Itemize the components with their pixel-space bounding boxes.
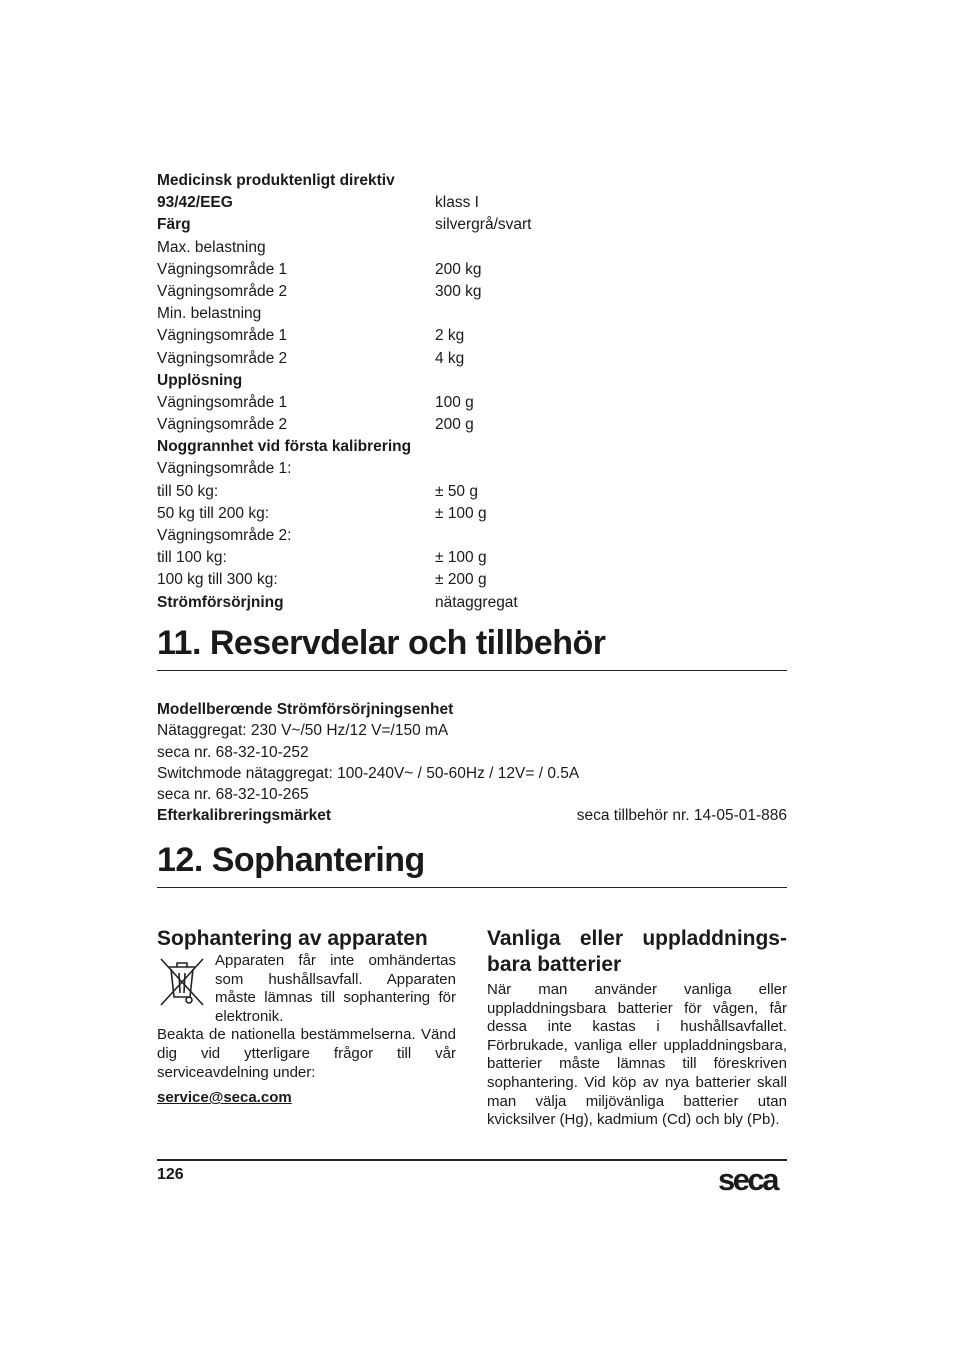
spec-value: 100 g [435,393,474,411]
spec-label: Vägningsområde 1 [157,393,288,411]
spec-value: ± 200 g [435,571,487,589]
spec-label: Noggrannhet vid första kalibrering [157,438,412,456]
power-supply-part-2: seca nr. 68-32-10-265 [157,786,309,804]
spec-value: 200 kg [435,260,482,278]
spec-row [157,458,797,480]
spec-row [157,237,797,259]
spec-label: Vägningsområde 2 [157,416,288,434]
spec-value: nätaggregat [435,593,518,611]
section-12-rule [157,887,787,888]
spec-value: ± 100 g [435,504,487,522]
spec-row [157,192,797,214]
spec-value: 4 kg [435,349,465,367]
crossed-bin-icon [157,955,207,1009]
spec-row [157,348,797,370]
spec-table [157,170,797,614]
spec-value: ± 100 g [435,549,487,567]
spec-row [157,325,797,347]
spec-value: silvergrå/svart [435,216,532,234]
spec-label: Färg [157,216,191,234]
spec-row [157,170,797,192]
power-supply-spec-2: Switchmode nätaggregat: 100-240V~ / 50-60Hz / 12V= / 0.5A [157,764,580,782]
spec-row [157,592,797,614]
spec-label: Vägningsområde 2 [157,282,288,300]
spec-label: Vägningsområde 2 [157,349,288,367]
spec-row [157,281,797,303]
spec-row [157,392,797,414]
spec-row [157,303,797,325]
spec-row [157,525,797,547]
service-email-link[interactable]: service@seca.com [157,1089,292,1107]
spec-label: 93/42/EEG [157,194,233,212]
spec-label: Max. belastning [157,238,266,256]
seca-logo: seca [718,1162,777,1197]
spec-value: klass I [435,194,479,212]
spec-row [157,259,797,281]
calibration-mark-value: seca tillbehör nr. 14-05-01-886 [576,807,787,825]
page-number: 126 [157,1166,184,1183]
device-disposal-text: Apparaten får inte omhändertas som hushållsavfall. Apparaten måste lämnas till sophantering för elektronik. [215,952,456,1025]
spec-value: 300 kg [435,282,482,300]
spec-label: Vägningsområde 1 [157,260,288,278]
power-supply-spec-1: Nätaggregat: 230 V~/50 Hz/12 V=/150 mA [157,722,449,740]
battery-disposal-column [487,926,787,1130]
power-supply-part-1: seca nr. 68-32-10-252 [157,743,309,761]
spare-parts-block [157,699,787,827]
spec-row [157,436,797,458]
spec-label: 100 kg till 300 kg: [157,571,278,589]
battery-disposal-text: När man använder vanliga eller uppladdningsbara batterier för vågen, får dessa inte kastas i hushållsavfallet. Förbrukade, vanliga eller uppladdningsbara, batterier måste lämnas till föreskriven sophantering. Vid köp av nya batterier skall man välja miljövänliga batterier utan kvicksilver (Hg), kadmium (Cd) och bly (Pb). [487,981,787,1129]
device-disposal-column [157,926,456,1108]
spec-row [157,414,797,436]
spec-label: Vägningsområde 1 [157,327,288,345]
spec-row [157,370,797,392]
spec-label: 50 kg till 200 kg: [157,504,270,522]
section-12-title: 12. Sophantering [157,841,425,879]
spec-label: till 50 kg: [157,482,219,500]
spec-row [157,503,797,525]
battery-disposal-heading: Vanliga eller uppladdningsbara batterier [487,927,787,976]
section-11-rule [157,670,787,671]
spec-row [157,547,797,569]
calibration-mark-row [157,805,787,826]
spec-label: Strömförsörjning [157,593,284,611]
power-supply-heading: Modellberœnde Strömförsörjningsenhet [157,701,454,718]
spec-label: Vägningsområde 1: [157,460,292,478]
spec-label: Medicinsk produktenligt direktiv [157,172,395,189]
regulations-text: Beakta de nationella bestämmelserna. Vänd dig vid ytterligare frågor till vår serviceavdelning under: [157,1026,456,1081]
spec-row [157,214,797,236]
spec-label: Upplösning [157,371,243,389]
spec-label: Min. belastning [157,305,262,323]
spec-row [157,481,797,503]
spec-value: ± 50 g [435,482,478,500]
spec-label: till 100 kg: [157,549,227,567]
footer-rule [157,1159,787,1161]
spec-label: Vägningsområde 2: [157,527,292,544]
spec-value: 2 kg [435,327,465,345]
device-disposal-heading: Sophantering av apparaten [157,927,428,950]
spec-row [157,569,797,591]
device-disposal-body [157,952,456,1108]
spec-value: 200 g [435,416,474,434]
section-11-title: 11. Reservdelar och tillbehör [157,624,606,662]
calibration-mark-label: Efterkalibreringsmärket [157,807,332,825]
